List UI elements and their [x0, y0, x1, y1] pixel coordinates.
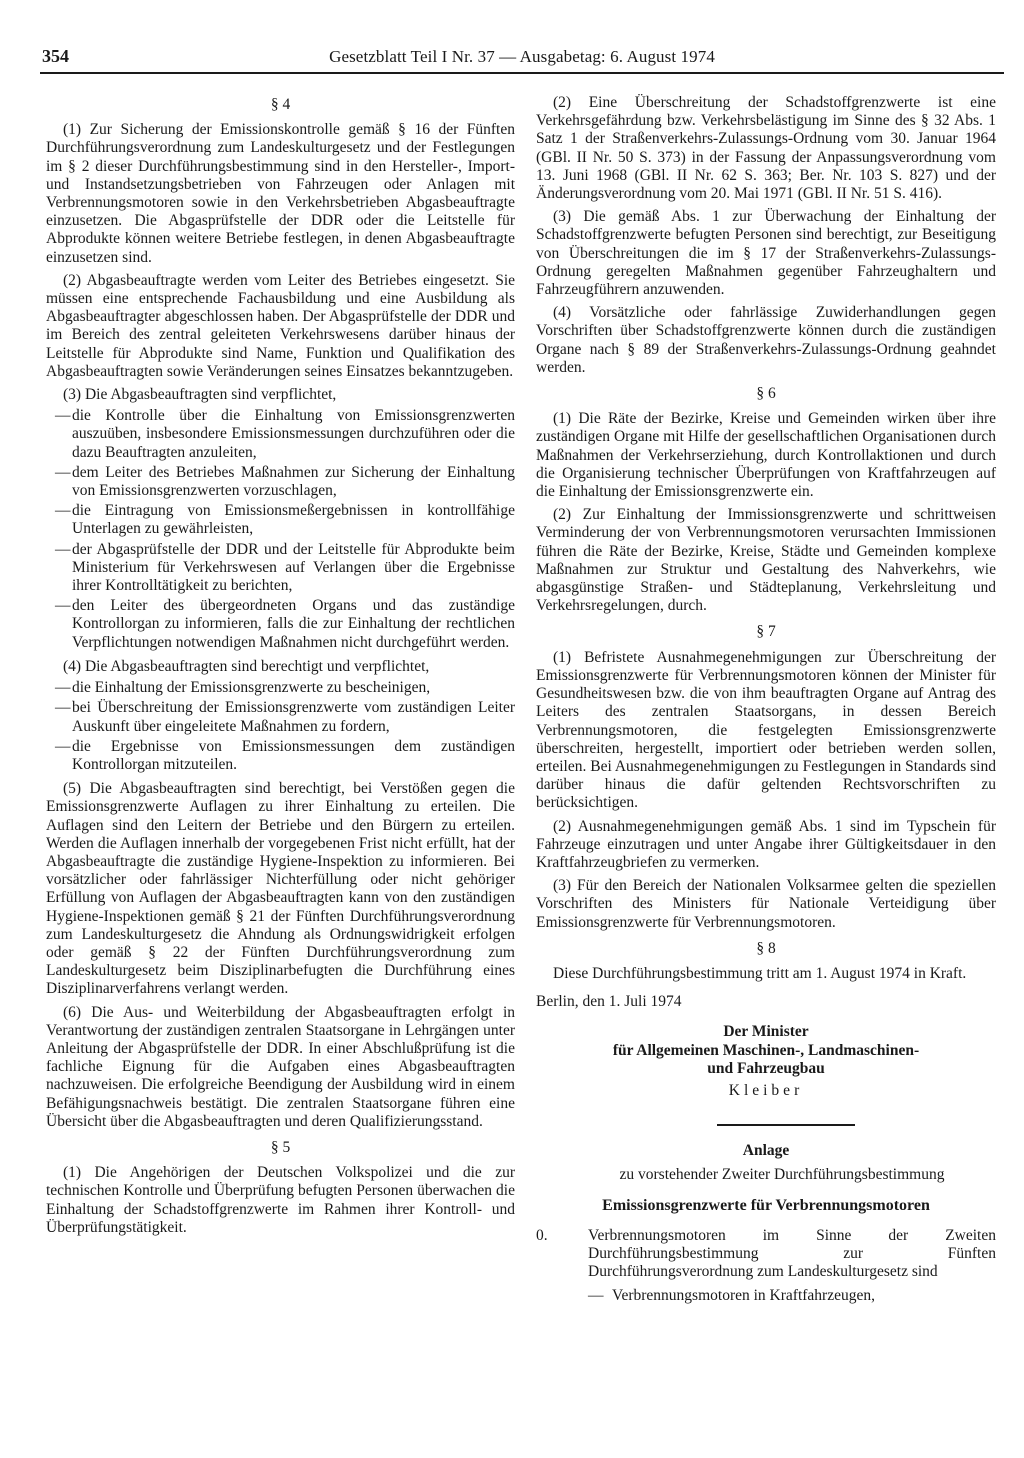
list-item: — der Abgasprüfstelle der DDR und der Leitstelle für Abprodukte beim Ministerium für Verkehrswesen auf Verlangen über die Ergebnisse ihrer Kontrolltätigkeit zu berichten, — [55, 540, 515, 595]
section-4-heading: § 4 — [270, 96, 291, 113]
list-item: — die Kontrolle über die Einhaltung von Emissionsgrenzwerten auszuüben, insbesondere Emissionsmessungen durchzuführen oder die dazu Beauftragten anzuleiten, — [55, 407, 515, 461]
list-item: — die Einhaltung der Emissionsgrenzwerte zu bescheinigen, — [55, 679, 431, 697]
s4-paragraph-3-intro: (3) Die Abgasbeauftragten sind verpflichtet, — [63, 386, 337, 404]
s4-paragraph-6: (6) Die Aus- und Weiterbildung der Abgasbeauftragten erfolgt in Verantwortung der zuständigen zentralen Staatsorgane in Lehrgängen unter Anleitung der Abgasprüfstelle der DDR. In einer Abschlußprüfung ist die fachliche Eignung für die Aufgaben eines Abgasbeauftragten nachzuweisen. Die erfolgreiche Beendigung der Ausbildung wird in einem Befähigungsnachweis bestätigt. Die zentralen Staatsorgane führen eine Übersicht über die Abgasbeauftragten und deren Qualifizierungsstand. — [46, 1003, 515, 1130]
annex-title: Emissionsgrenzwerte für Verbrennungsmotoren — [602, 1196, 930, 1214]
section-5-heading: § 5 — [270, 1138, 291, 1156]
s5-paragraph-1: (1) Die Angehörigen der Deutschen Volkspolizei und die zur technischen Kontrolle und Überprüfung befugten Personen überwachen die Einhaltung der Schadstoffgrenzwerte im Rahmen ihrer Kontroll- und Überprüfungstätigkeit. — [46, 1164, 515, 1236]
page-number: 354 — [42, 46, 69, 66]
annex-subtitle: zu vorstehender Zweiter Durchführungsbestimmung — [619, 1166, 945, 1184]
separator-rule — [717, 1124, 855, 1126]
annex-item-number: 0. — [536, 1226, 548, 1244]
signer-name: Kleiber — [728, 1081, 804, 1099]
section-6-heading: § 6 — [756, 385, 776, 403]
signer-title-line-1: Der Minister — [723, 1023, 809, 1041]
list-item: — die Eintragung von Emissionsmeßergebnissen in kontrollfähige Unterlagen zu gewährleisten, — [55, 502, 515, 538]
header-title: Gesetzblatt Teil I Nr. 37 — Ausgabetag: 6. August 1974 — [329, 47, 715, 66]
signer-title-line-2: für Allgemeinen Maschinen-, Landmaschinen- — [612, 1041, 920, 1059]
s6-paragraph-2: (2) Zur Einhaltung der Immissionsgrenzwerte und schrittweisen Verminderung der von Verbrennungsmotoren verursachten Immissionen führen die Räte der Bezirke, Kreise, Städte und Gemeinden komplexe Maßnahmen zur Struktur und Gestaltung des Nahverkehrs, wie abgasgünstige Straßen- und Städteplanung, Verkehrsleitung und Verkehrsregelungen, durch. — [536, 506, 996, 615]
annex-item-0 — [536, 1227, 996, 1282]
s7-paragraph-3: (3) Für den Bereich der Nationalen Volksarmee gelten die speziellen Vorschriften des Ministers für Nationale Verteidigung über Emissionsgrenzwerte für Verbrennungsmotoren. — [536, 877, 996, 931]
s7-paragraph-2: (2) Ausnahmegenehmigungen gemäß Abs. 1 sind im Typschein für Fahrzeuge einzutragen und unter Angabe ihrer Gültigkeitsdauer in den Kraftfahrzeugbriefen zu vermerken. — [536, 817, 996, 871]
s8-paragraph-1: Diese Durchführungsbestimmung tritt am 1. August 1974 in Kraft. — [553, 964, 967, 982]
page-header — [40, 46, 1004, 74]
right-column — [536, 94, 996, 1306]
list-item: — dem Leiter des Betriebes Maßnahmen zur Sicherung der Einhaltung von Emissionsgrenzwerten vorzuschlagen, — [55, 463, 515, 500]
s5-paragraph-2: (2) Eine Überschreitung der Schadstoffgrenzwerte ist eine Verkehrsgefährdung bzw. Verkehrsbelästigung im Sinne des § 32 Abs. 1 Satz 1 der Straßenverkehrs-Zulassungs-Ordnung vom 30. Januar 1964 (GBl. II Nr. 50 S. 373) in der Fassung der Anpassungsverordnung vom 13. Juni 1968 (GBl. II Nr. 62 S. 363; Ber. Nr. 103 S. 827) und der Änderungsverordnung vom 20. Mai 1971 (GBl. II Nr. 51 S. 416). — [536, 94, 996, 203]
section-8-heading: § 8 — [756, 939, 776, 957]
s4-paragraph-2: (2) Abgasbeauftragte werden vom Leiter des Betriebes eingesetzt. Sie müssen eine entsprechende Fachausbildung und eine Ausbildung als Abgasbeauftragter abgeschlossen haben. Der Abgasprüfstelle der DDR und im Bereich des zentral geleiteten Verkehrswesens darüber hinaus der Leitstelle für Abprodukte sind Name, Funktion und Qualifikation des Abgasbeauftragten sowie Veränderungen seines Einsatzes bekanntzugeben. — [46, 271, 515, 380]
s4-paragraph-4-intro: (4) Die Abgasbeauftragten sind berechtigt und verpflichtet, — [63, 657, 430, 675]
signing-date: Berlin, den 1. Juli 1974 — [536, 993, 682, 1011]
list-item: — den Leiter des übergeordneten Organs und das zuständige Kontrollorgan zu informieren, falls die zur Einhaltung der rechtlichen Verpflichtungen notwendigen Maßnahmen nicht durchgeführt werden. — [55, 597, 515, 651]
section-7-heading: § 7 — [756, 623, 776, 641]
annex-sub-item: — Verbrennungsmotoren in Kraftfahrzeugen, — [588, 1287, 875, 1305]
list-item: — bei Überschreitung der Emissionsgrenzwerte vom zuständigen Leiter Auskunft über eingeleitete Maßnahmen zu fordern, — [55, 699, 515, 735]
s4-paragraph-5: (5) Die Abgasbeauftragten sind berechtigt, bei Verstößen gegen die Emissionsgrenzwerte Auflagen zu ihrer Einhaltung zu erteilen. Die Auflagen sind den Leitern der Betriebe und den Bürgern zu erteilen. Werden die Auflagen innerhalb der vorgegebenen Frist nicht erfüllt, hat der Abgasbeauftragte die zuständige Hygiene-Inspektion zu informieren. Bei vorsätzlicher oder fahrlässiger Nichterfüllung oder nicht gehöriger Erfüllung von Auflagen der Abgasbeauftragten kann von den zuständigen Hygiene-Inspektionen gemäß § 21 der Fünften Durchführungsverordnung zum Landeskulturgesetz die Ahndung als Ordnungswidrigkeit erfolgen oder gemäß § 22 der Fünften Durchführungsverordnung zum Landeskulturgesetz beim Disziplinarbefugten die Durchführung eines Disziplinarverfahrens verlangt werden. — [46, 780, 515, 998]
s4-paragraph-1: (1) Zur Sicherung der Emissionskontrolle gemäß § 16 der Fünften Durchführungsverordnung zum Landeskulturgesetz und der Festlegungen im § 2 dieser Durchführungsbestimmung sind in den Hersteller-, Import- und Instandsetzungsbetrieben von Fahrzeugen oder Anlagen mit Verbrennungsmotoren sowie in den Verkehrsbetrieben Abgasbeauftragte einzusetzen. Die Abgasprüfstelle der DDR oder die Leitstelle für Abprodukte können weitere Betriebe festlegen, in denen Abgasbeauftragte einzusetzen sind. — [46, 121, 515, 266]
left-column — [46, 94, 515, 1242]
s5-paragraph-3: (3) Die gemäß Abs. 1 zur Überwachung der Einhaltung der Schadstoffgrenzwerte befugten Personen sind berechtigt, zur Beseitigung von Überschreitungen die im § 17 der Straßenverkehrs-Zulassungs-Ordnung geregelten Maßnahmen gegenüber Fahrzeughaltern und Fahrzeugführern anzuwenden. — [536, 208, 996, 299]
list-item: — die Ergebnisse von Emissionsmessungen dem zuständigen Kontrollorgan mitzuteilen. — [55, 737, 515, 773]
s5-paragraph-4: (4) Vorsätzliche oder fahrlässige Zuwiderhandlungen gegen Vorschriften über Schadstoffgrenzwerte können durch die zuständigen Organe nach § 89 der Straßenverkehrs-Zulassungs-Ordnung geahndet werden. — [536, 304, 996, 376]
annex-heading: Anlage — [742, 1142, 790, 1160]
s6-paragraph-1: (1) Die Räte der Bezirke, Kreise und Gemeinden wirken über ihre zuständigen Organe mit Hilfe der gesellschaftlichen Organisationen durch Maßnahmen der Verkehrserziehung, durch Kontrollaktionen und durch die Organisierung technischer Überprüfungen von Kraftfahrzeugen auf die Einhaltung der Emissionsgrenzwerte ein. — [536, 410, 996, 501]
signer-title-line-3: und Fahrzeugbau — [707, 1059, 825, 1077]
s7-paragraph-1: (1) Befristete Ausnahmegenehmigungen zur Überschreitung der Emissionsgrenzwerte für Verbrennungsmotoren können der Minister für Gesundheitswesen bzw. die von ihm beauftragten Organe auf Antrag des Leiters des zentralen Staatsorgans, in dessen Bereich Verbrennungsmotoren, die festgelegten Emissionsgrenzwerte überschreiten, hergestellt, importiert oder betrieben werden sollen, erteilen. Bei Ausnahmegenehmigungen zu Festlegungen in Standards sind darüber hinaus die dafür geltenden Rechtsvorschriften zu berücksichtigen. — [536, 648, 996, 812]
annex-item-text: Verbrennungsmotoren im Sinne der Zweiten Durchführungsbestimmung zur Fünften Durchführungsverordnung zum Landeskulturgesetz sind — [588, 1226, 996, 1281]
